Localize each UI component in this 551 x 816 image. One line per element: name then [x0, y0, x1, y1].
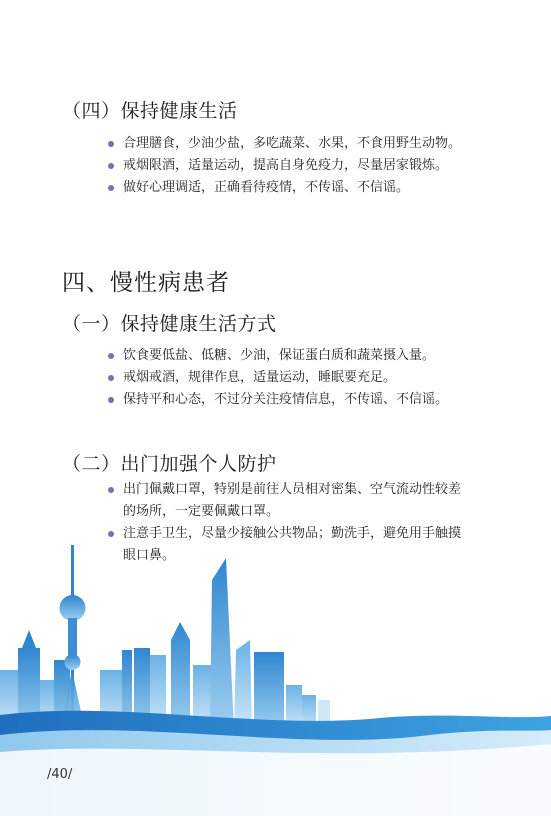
bullet-icon [108, 397, 114, 403]
bullet-icon [108, 163, 114, 169]
healthy-life-list [108, 133, 488, 199]
page-number: /40/ [47, 767, 73, 782]
list-item: 饮食要低盐、低糖、少油，保证蛋白质和蔬菜摄入量。 [108, 345, 468, 367]
list-item: 合理膳食，少油少盐，多吃蔬菜、水果，不食用野生动物。 [108, 133, 488, 155]
city-skyline-illustration [0, 530, 551, 816]
bullet-icon [108, 141, 114, 147]
bullet-icon [108, 487, 114, 493]
skyscrapers [210, 558, 330, 730]
list-item: 戒烟限酒，适量运动，提高自身免疫力，尽量居家锻炼。 [108, 155, 488, 177]
bullet-icon [108, 375, 114, 381]
chapter-title: 四、慢性病患者 [62, 270, 230, 296]
bullet-icon [108, 353, 114, 359]
bullet-icon [108, 185, 114, 191]
list-item: 戒烟戒酒，规律作息，适量运动，睡眠要充足。 [108, 367, 468, 389]
list-item: 保持平和心态，不过分关注疫情信息，不传谣、不信谣。 [108, 389, 468, 411]
lifestyle-list [108, 345, 468, 411]
section-heading-lifestyle: （一）保持健康生活方式 [62, 313, 277, 335]
list-item: 注意手卫生，尽量少接触公共物品；勤洗手，避免用手触摸眼口鼻。 [108, 523, 468, 567]
section-heading-healthy-life: （四）保持健康生活 [62, 100, 238, 122]
list-item: 做好心理调适，正确看待疫情，不传谣、不信谣。 [108, 177, 488, 199]
list-item: 出门佩戴口罩，特别是前往人员相对密集、空气流动性较差的场所，一定要佩戴口罩。 [108, 479, 468, 523]
wave-white [0, 744, 551, 816]
section-heading-protection: （二）出门加强个人防护 [62, 453, 277, 475]
